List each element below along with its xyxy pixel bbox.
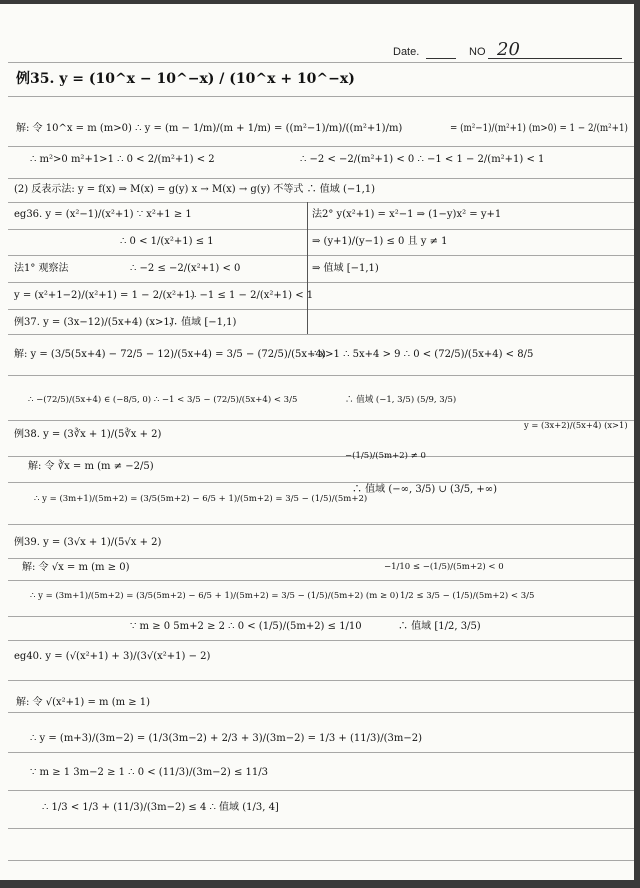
ruled-line xyxy=(8,790,634,791)
ruled-line xyxy=(8,146,634,147)
eg36-method2-line1: 法2° y(x²+1) = x²−1 ⇒ (1−y)x² = y+1 xyxy=(312,209,502,220)
ruled-line xyxy=(8,640,634,641)
eg36-method1-result: ∴ −1 ≤ 1 − 2/(x²+1) < 1 xyxy=(190,290,314,301)
ex37-solution-line2: ∴ −(72/5)/(5x+4) ∈ (−8/5, 0) ∴ −1 < 3/5 − (72/5)/(5x+4) < 3/5 xyxy=(28,395,298,405)
example-37-title: 例37. y = (3x−12)/(5x+4) (x>1) xyxy=(14,317,174,328)
ruled-line xyxy=(8,558,634,559)
ex37-range: ∴ 值域 (−1, 3/5) (5/9, 3/5) xyxy=(345,395,457,405)
scan-top-edge xyxy=(0,0,640,4)
ex37-solution-line1: 解: y = (3/5(5x+4) − 72/5 − 12)/(5x+4) = 3/5 − (72/5)/(5x+4) xyxy=(14,349,326,360)
ruled-line xyxy=(8,178,634,179)
ex39-substitution: 解: 令 √x = m (m ≥ 0) xyxy=(22,562,130,573)
ex35-solution-line1b: = (m²−1)/(m²+1) (m>0) = 1 − 2/(m²+1) xyxy=(450,123,628,134)
example-37-range-note: ∴ 值域 [−1,1) xyxy=(168,317,237,328)
ex39-bound-note: −1/10 ≤ −(1/5)/(5m+2) < 0 xyxy=(384,562,504,572)
eg40-bound: ∵ m ≥ 1 3m−2 ≥ 1 ∴ 0 < (11/3)/(3m−2) ≤ 11/3 xyxy=(30,767,269,778)
ruled-line xyxy=(8,860,634,861)
ex37-solution-line1b: ∵ x>1 ∴ 5x+4 > 9 ∴ 0 < (72/5)/(5x+4) < 8/5 xyxy=(310,349,534,360)
ruled-line xyxy=(8,375,634,376)
date-underline xyxy=(426,58,456,59)
ruled-line xyxy=(8,255,634,256)
eg36-method2-line2: ⇒ (y+1)/(y−1) ≤ 0 且 y ≠ 1 xyxy=(312,236,448,247)
ruled-line xyxy=(8,616,634,617)
ruled-line xyxy=(8,334,634,335)
eg36-method2-range: ⇒ 值域 [−1,1) xyxy=(312,263,379,274)
eg36-bound: ∴ 0 < 1/(x²+1) ≤ 1 xyxy=(120,236,214,247)
ex35-solution-line2b: ∴ −2 < −2/(m²+1) < 0 ∴ −1 < 1 − 2/(m²+1) < 1 xyxy=(300,154,545,165)
ex39-solution: ∴ y = (3m+1)/(5m+2) = (3/5(5m+2) − 6/5 + 1)/(5m+2) = 3/5 − (1/5)/(5m+2) (m ≥ 0) xyxy=(30,591,399,601)
ex37-side-note: y = (3x+2)/(5x+4) (x>1) xyxy=(524,421,628,431)
ex38-substitution: 解: 令 ∛x = m (m ≠ −2/5) xyxy=(28,461,154,472)
ruled-line xyxy=(8,282,634,283)
ruled-line xyxy=(8,62,634,63)
example-39-title: 例39. y = (3√x + 1)/(5√x + 2) xyxy=(14,537,162,548)
scan-bottom-edge xyxy=(0,880,640,888)
eg36-method1-heading: 法1° 观察法 xyxy=(14,263,69,274)
eg40-substitution: 解: 令 √(x²+1) = m (m ≥ 1) xyxy=(16,697,151,708)
example-38-title: 例38. y = (3∛x + 1)/(5∛x + 2) xyxy=(14,429,162,440)
method-inverse-heading: (2) 反表示法: y = f(x) ⇒ M(x) = g(y) x → M(x) → g(y) 不等式 ∴ 值域 (−1,1) xyxy=(14,184,376,195)
eg36-method1-rewrite: y = (x²+1−2)/(x²+1) = 1 − 2/(x²+1) xyxy=(14,290,195,301)
ruled-line xyxy=(8,202,634,203)
ex38-range: ∴ 值域 (−∞, 3/5) ∪ (3/5, +∞) xyxy=(352,484,498,495)
ex38-side-note: −(1/5)/(5m+2) ≠ 0 xyxy=(345,451,426,461)
ruled-line xyxy=(8,580,634,581)
ruled-line xyxy=(8,229,634,230)
ruled-line xyxy=(8,524,634,525)
ex39-bound: ∵ m ≥ 0 5m+2 ≥ 2 ∴ 0 < (1/5)/(5m+2) ≤ 1/10 xyxy=(130,621,362,632)
ruled-line xyxy=(8,482,634,483)
ex38-solution: ∴ y = (3m+1)/(5m+2) = (3/5(5m+2) − 6/5 + 1)/(5m+2) = 3/5 − (1/5)/(5m+2) xyxy=(34,494,368,504)
eg40-solution: ∴ y = (m+3)/(3m−2) = (1/3(3m−2) + 2/3 + 3)/(3m−2) = 1/3 + (11/3)/(3m−2) xyxy=(30,733,423,744)
ex39-bound-result: 1/2 ≤ 3/5 − (1/5)/(5m+2) < 3/5 xyxy=(400,591,535,601)
ruled-line xyxy=(8,828,634,829)
eg40-range: ∴ 1/3 < 1/3 + (11/3)/(3m−2) ≤ 4 ∴ 值域 (1/3, 4] xyxy=(42,802,279,813)
ruled-line xyxy=(8,309,634,310)
page-number: 20 xyxy=(497,39,520,60)
example-35-title: 例35. y = (10^x − 10^−x) / (10^x + 10^−x) xyxy=(16,71,355,87)
ruled-line xyxy=(8,712,634,713)
ruled-line xyxy=(8,680,634,681)
column-divider xyxy=(307,202,308,334)
ruled-line xyxy=(8,456,634,457)
eg36-title: eg36. y = (x²−1)/(x²+1) ∵ x²+1 ≥ 1 xyxy=(14,209,192,220)
no-label: NO xyxy=(469,46,486,58)
ex35-solution-line1: 解: 令 10^x = m (m>0) ∴ y = (m − 1/m)/(m + 1/m) = ((m²−1)/m)/((m²+1)/m) xyxy=(16,123,403,134)
eg40-title: eg40. y = (√(x²+1) + 3)/(3√(x²+1) − 2) xyxy=(14,651,211,662)
scan-right-edge xyxy=(634,0,640,888)
date-label: Date. xyxy=(393,46,420,58)
ex35-solution-line2: ∴ m²>0 m²+1>1 ∴ 0 < 2/(m²+1) < 2 xyxy=(30,154,215,165)
ruled-line xyxy=(8,96,634,97)
eg36-method1-bound: ∴ −2 ≤ −2/(x²+1) < 0 xyxy=(130,263,241,274)
ruled-line xyxy=(8,752,634,753)
ex39-range: ∴ 值域 [1/2, 3/5) xyxy=(398,621,481,632)
